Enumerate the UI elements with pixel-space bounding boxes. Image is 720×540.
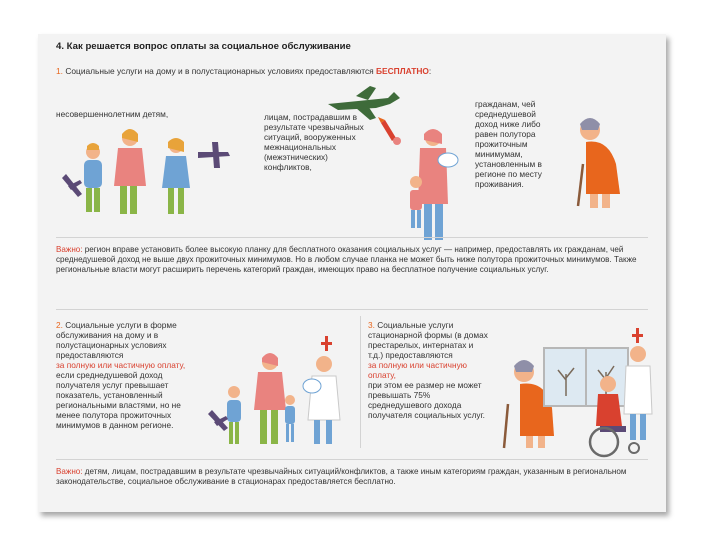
section2-3-illustrations xyxy=(38,34,666,512)
section3-text-a: Социальные услуги стационарной формы (в домах престарелых, интернатах и т.д.) предоставляются xyxy=(368,320,488,360)
important-note-2 xyxy=(56,467,652,487)
group-low-income-label: гражданам, чей среднедушевой доход ниже либо равен полутора прожиточным минимумам, установленным в регионе по месту проживания. xyxy=(475,99,542,189)
section1-number: 1. xyxy=(56,66,63,76)
important-note-1-text: регион вправе установить более высокую планку для бесплатного оказания социальных услуг — например, предоставлять их гражданам, чей среднедушевой доход не выше двух прожиточных минимумов. Но в любом случае планка не может быть ниже полутора прожиточных минимумов. Также региональные власти могут расширить перечень категорий граждан, имеющих право на бесплатное получение социальных услуг. xyxy=(56,245,637,274)
nurse-figure xyxy=(624,328,652,440)
important-note-2-label: Важно: xyxy=(56,467,83,476)
section2-paid-label: за полную или частичную оплату, xyxy=(56,360,186,370)
divider xyxy=(56,459,648,460)
nurse-figure xyxy=(303,336,340,444)
infographic-panel xyxy=(38,34,666,512)
medical-cross-icon xyxy=(632,328,643,343)
section2-text-b: если среднедушевой доход получателя услуг превышает показатель, установленный региональными властями, но не менее полутора прожиточных минимумов в данном регионе. xyxy=(56,370,181,430)
section1-text: Социальные услуги на дому и в полустационарных условиях предоставляются xyxy=(65,66,377,76)
section2-number: 2. xyxy=(56,320,63,330)
cane-icon xyxy=(504,404,508,448)
section3-paid-label: за полную или частичную оплату, xyxy=(368,360,467,380)
section2-text-a: Социальные услуги в форме обслуживания на дому и в полустационарных условиях предоставляются xyxy=(56,320,177,360)
important-note-1-label: Важно: xyxy=(56,245,83,254)
toy-plane-icon xyxy=(208,410,228,431)
paid-family-figure xyxy=(208,353,295,444)
medical-cross-icon xyxy=(321,336,332,351)
important-note-2-text: детям, лицам, пострадавшим в результате чрезвычайных ситуаций/конфликтов, а также иным категориям граждан, указанным в региональном законодательстве, социальное обслуживание в стационарах предоставляется бесплатно. xyxy=(56,467,627,486)
group-children-label: несовершеннолетним детям, xyxy=(56,109,169,119)
group-victims-label: лицам, пострадавшим в результате чрезвычайных ситуаций, вооруженных межнациональных (межэтнических) конфликтов, xyxy=(264,112,364,172)
section1-free-label: БЕСПЛАТНО xyxy=(376,66,429,76)
section3-number: 3. xyxy=(368,320,375,330)
page-title: 4. Как решается вопрос оплаты за социальное обслуживание xyxy=(56,41,351,52)
section3-text-b: при этом ее размер не может превышать 75% среднедушевого дохода получателя социальных услуг. xyxy=(368,380,485,420)
section1-colon: : xyxy=(428,66,432,76)
